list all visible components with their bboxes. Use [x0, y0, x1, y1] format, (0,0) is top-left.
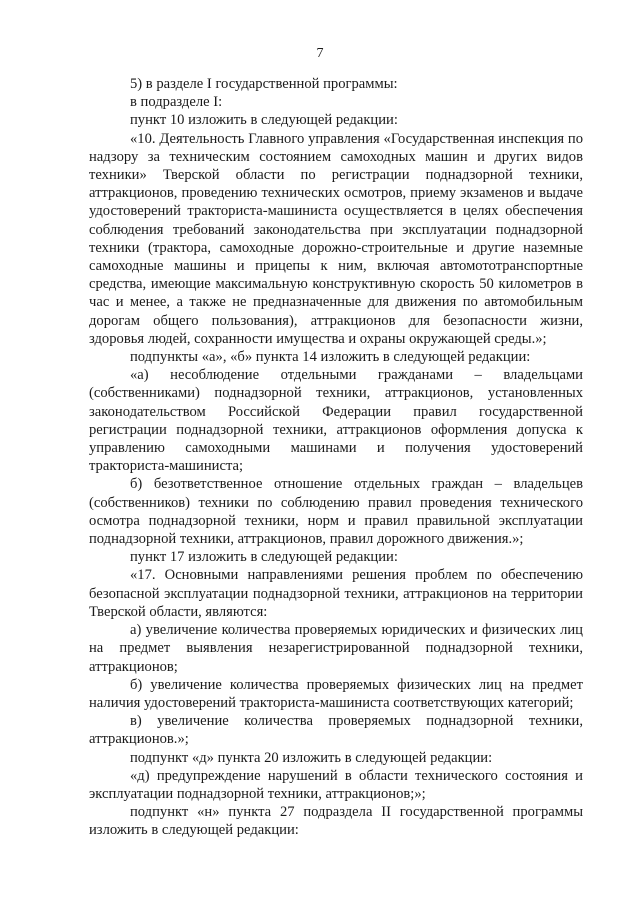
paragraph-point-14-a: «а) несоблюдение отдельными гражданами – владельцами (собственниками) поднадзорной техники, аттракционов, установленных законодательством Российской Федерации правил государственной регистрации поднадзорной техники, аттракционов оформления допуска к управлению самоходными машинами и получения удостоверений тракториста-машиниста; — [89, 367, 583, 475]
paragraph-section-change: 5) в разделе I государственной программы: — [130, 76, 398, 92]
paragraph-point-14-b: б) безответственное отношение отдельных граждан – владельцев (собственников) техники по соблюдению правил проведения технического осмотра поднадзорной техники, норм и правил правильной эксплуатации поднадзорной техники, аттракционов, правил дорожного движения.»; — [89, 476, 583, 548]
paragraph-point-17-text: «17. Основными направлениями решения проблем по обеспечению безопасной эксплуатации поднадзорной техники, аттракционов на территории Тверской области, являются: — [89, 567, 583, 620]
paragraph-point-27-intro: подпункт «н» пункта 27 подраздела II государственной программы изложить в следующей редакции: — [89, 804, 583, 839]
paragraph-subsection: в подразделе I: — [130, 94, 223, 111]
paragraph-point-10-intro: пункт 10 изложить в следующей редакции: — [130, 112, 398, 129]
paragraph-point-17-b: б) увеличение количества проверяемых физических лиц на предмет наличия удостоверений тракториста-машиниста соответствующих категорий; — [89, 676, 583, 711]
paragraph-point-17-intro: пункт 17 изложить в следующей редакции: — [130, 549, 398, 566]
paragraph-point-10-text: «10. Деятельность Главного управления «Государственная инспекция по надзору за техническим состоянием самоходных машин и других видов техники» Тверской области по регистрации поднадзорной техники, аттракционов, проведению технических осмотров, приему экзаменов и выдаче удостоверений тракториста-машиниста осуществляется в целях обеспечения соблюдения требований законодательства при эксплуатации поднадзорной техники (трактора, самоходные дорожно-строительные и другие наземные самоходные машины и прицепы к ним, включая автомототранспортные средства, имеющие максимальную конструктивную скорость 50 километров в час и менее, а также не предназначенные для движения по автомобильным дорогам общего пользования), аттракционов для безопасности жизни, здоровья людей, сохранности имущества и охраны окружающей среды.»; — [89, 130, 583, 347]
paragraph-point-14-intro: подпункты «а», «б» пункта 14 изложить в следующей редакции: — [130, 349, 531, 366]
paragraph-point-17-a: а) увеличение количества проверяемых юридических и физических лиц на предмет выявления незарегистрированной поднадзорной техники, аттракционов; — [89, 622, 583, 675]
page-number: 7 — [316, 46, 324, 61]
paragraph-point-20-d: «д) предупреждение нарушений в области технического состояния и эксплуатации поднадзорной техники, аттракционов;»; — [89, 767, 583, 802]
document-body — [89, 75, 583, 840]
paragraph-point-20-intro: подпункт «д» пункта 20 изложить в следующей редакции: — [130, 749, 493, 766]
paragraph-point-17-c: в) увеличение количества проверяемых поднадзорной техники, аттракционов.»; — [89, 713, 583, 748]
